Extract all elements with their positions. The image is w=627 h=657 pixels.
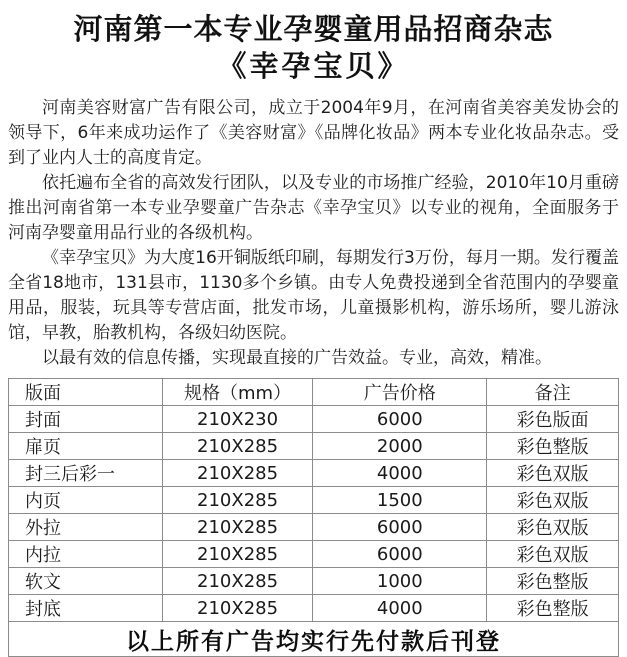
table-row — [9, 460, 619, 487]
cell-layout: 内页 — [9, 487, 163, 514]
cell-note: 彩色整版 — [487, 568, 619, 595]
table-row — [9, 568, 619, 595]
payment-notice: 以上所有广告均实行先付款后刊登 — [9, 622, 619, 657]
cell-spec: 210X285 — [162, 541, 313, 568]
cell-layout: 封面 — [9, 406, 163, 433]
cell-layout: 内拉 — [9, 541, 163, 568]
doc-subtitle: 《幸孕宝贝》 — [217, 49, 410, 83]
table-row — [9, 595, 619, 622]
cell-note: 彩色双版 — [487, 460, 619, 487]
cell-price: 2000 — [313, 433, 487, 460]
intro-paragraph-2: 依托遍布全省的高效发行团队，以及专业的市场推广经验，2010年10月重磅推出河南省第一本专业孕婴童广告杂志《幸孕宝贝》以专业的视角，全面服务于河南孕婴童用品行业的各级机构。 — [8, 173, 619, 243]
cell-price: 6000 — [313, 514, 487, 541]
ad-price-table — [8, 378, 619, 657]
cell-layout: 软文 — [9, 568, 163, 595]
intro-paragraph-4: 以最有效的信息传播，实现最直接的广告效益。专业，高效，精准。 — [42, 348, 552, 368]
cell-layout: 封底 — [9, 595, 163, 622]
cell-spec: 210X285 — [162, 568, 313, 595]
table-row — [9, 514, 619, 541]
cell-layout: 封三后彩一 — [9, 460, 163, 487]
cell-layout: 扉页 — [9, 433, 163, 460]
col-header-spec: 规格（mm） — [162, 379, 313, 406]
col-header-layout: 版面 — [9, 379, 163, 406]
cell-spec: 210X285 — [162, 460, 313, 487]
cell-note: 彩色整版 — [487, 595, 619, 622]
table-header-row — [9, 379, 619, 406]
table-row — [9, 433, 619, 460]
cell-spec: 210X285 — [162, 487, 313, 514]
col-header-note: 备注 — [487, 379, 619, 406]
intro-paragraph-3: 《幸孕宝贝》为大度16开铜版纸印刷，每期发行3万份，每月一期。发行覆盖全省18地市，131县市，1130多个乡镇。由专人免费投递到全省范围内的孕婴童用品，服装，玩具等专营店面，批发市场，儿童摄影机构，游乐场所，婴儿游泳馆，早教，胎教机构，各级妇幼医院。 — [8, 248, 619, 343]
cell-layout: 外拉 — [9, 514, 163, 541]
doc-title: 河南第一本专业孕婴童用品招商杂志 — [73, 12, 554, 46]
cell-note: 彩色版面 — [487, 406, 619, 433]
cell-spec: 210X285 — [162, 595, 313, 622]
cell-note: 彩色双版 — [487, 487, 619, 514]
cell-note: 彩色双版 — [487, 541, 619, 568]
cell-spec: 210X230 — [162, 406, 313, 433]
cell-price: 4000 — [313, 595, 487, 622]
cell-price: 4000 — [313, 460, 487, 487]
cell-price: 1000 — [313, 568, 487, 595]
cell-price: 1500 — [313, 487, 487, 514]
table-row — [9, 541, 619, 568]
cell-price: 6000 — [313, 406, 487, 433]
table-row — [9, 406, 619, 433]
table-row — [9, 487, 619, 514]
intro-section — [8, 96, 619, 371]
cell-price: 6000 — [313, 541, 487, 568]
cell-spec: 210X285 — [162, 433, 313, 460]
table-footer-row — [9, 622, 619, 657]
cell-note: 彩色双版 — [487, 514, 619, 541]
cell-spec: 210X285 — [162, 514, 313, 541]
cell-note: 彩色整版 — [487, 433, 619, 460]
intro-paragraph-1: 河南美容财富广告有限公司，成立于2004年9月，在河南省美容美发协会的领导下，6年来成功运作了《美容财富》《品牌化妆品》两本专业化妆品杂志。受到了业内人士的高度肯定。 — [8, 98, 619, 168]
col-header-price: 广告价格 — [313, 379, 487, 406]
